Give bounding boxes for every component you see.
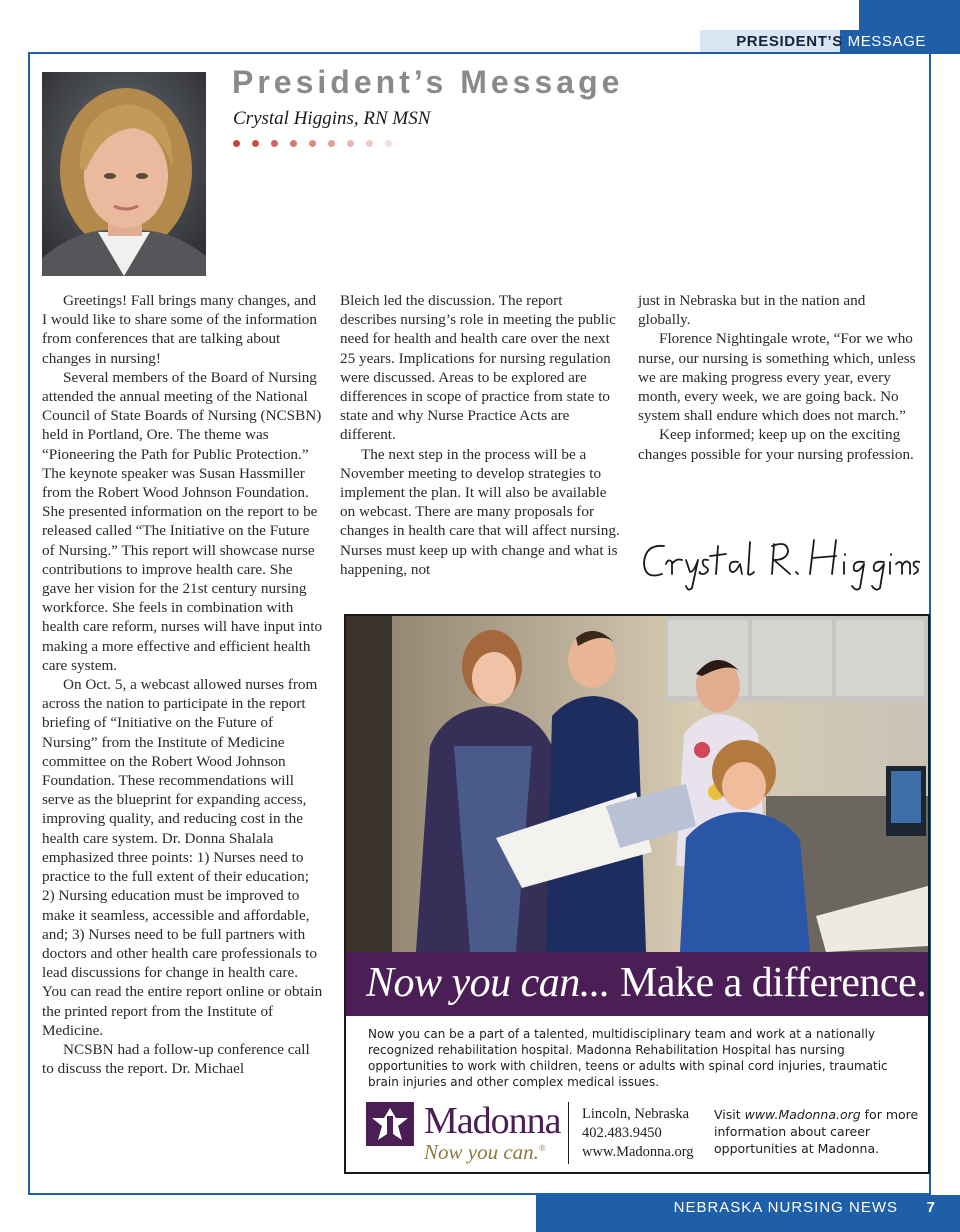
section-label: [736, 33, 926, 50]
section-label-bold: PRESIDENT’S: [736, 33, 843, 50]
ad-contact-block: [582, 1105, 694, 1162]
ad-body-text: Now you can be a part of a talented, multidisciplinary team and work at a nationally recognized rehabilitation hospital. Madonna Rehabilitation Hospital has nursing opportunities to work with children, teens or adults with spinal cord injuries, traumatic brain injuries and other complex medical issues.: [368, 1027, 888, 1089]
decorative-dot: [271, 140, 278, 147]
visit-pre: Visit: [714, 1107, 745, 1122]
decorative-dot: [385, 140, 392, 147]
decorative-dot: [233, 140, 240, 147]
ad-headline-band: [346, 952, 928, 1016]
paragraph: Bleich led the discussion. The report describes nursing’s role in meeting the public need for health and health care over the next 25 years. Implications for nursing regulation were discussed. Areas to be explored are differences in scope of practice from state to state and why Nurse Practice Acts are different.: [340, 292, 616, 444]
article-column-2: [340, 291, 622, 579]
ad-divider: [568, 1102, 569, 1164]
paragraph: NCSBN had a follow-up conference call to discuss the report. Dr. Michael: [42, 1040, 310, 1078]
madonna-logo-tagline: [424, 1140, 546, 1165]
ad-phone: 402.483.9450: [582, 1125, 662, 1141]
paragraph: Keep informed; keep up on the exciting changes possible for your nursing profession.: [638, 426, 914, 463]
madonna-logo-icon: [366, 1102, 414, 1146]
page-title: President’s Message: [232, 64, 624, 100]
paragraph: Greetings! Fall brings many changes, and I would like to share some of the information from conferences that are talking about changes in nursing!: [42, 292, 317, 367]
decorative-dots: [233, 140, 413, 148]
header-corner-block: [859, 0, 960, 30]
paragraph: On Oct. 5, a webcast allowed nurses from across the nation to participate in the report briefing of “Initiative on the Future of Nursing” from the Institute of Medicine committee on the Robert Wood Johnson Foundation. These recommendations will serve as the blueprint for expanding access, improving quality, and reducing cost in the health care system. Dr. Donna Shalala emphasized three points: 1) Nurses need to practice to the full extent of their education; 2) Nursing education must be improved to make it seamless, accessible and affordable, and; 3) Nurses need to be full partners with doctors and other health care professionals to lead discussions for change in health care. You can read the entire report online or obtain the printed report from the Institute of Medicine.: [42, 676, 323, 1039]
ad-photo-nurses: [346, 616, 928, 952]
paragraph: just in Nebraska but in the nation and globally.: [638, 292, 866, 329]
decorative-dot: [309, 140, 316, 147]
ad-headline-script: Now you can...: [366, 960, 610, 1006]
decorative-dot: [366, 140, 373, 147]
madonna-advertisement: [344, 614, 930, 1174]
section-label-rest: MESSAGE: [847, 33, 926, 50]
tagline-text: Now you can.: [424, 1140, 539, 1164]
ad-headline-strong: Make a difference.: [620, 960, 927, 1006]
madonna-logo-name: Madonna: [424, 1100, 561, 1142]
footer-bar: [536, 1195, 960, 1232]
paragraph: The next step in the process will be a November meeting to develop strategies to implement the plan. It will also be available on webcast. There are many proposals for changes in health care that will affect nursing. Nurses must keep up with change and what is happening, not: [340, 445, 620, 578]
ad-city: Lincoln, Nebraska: [582, 1106, 690, 1122]
author-byline: Crystal Higgins, RN MSN: [233, 108, 431, 129]
author-portrait: [42, 72, 206, 276]
ad-website-link[interactable]: www.Madonna.org: [582, 1144, 694, 1160]
ad-visit-text: [714, 1106, 924, 1157]
paragraph: Florence Nightingale wrote, “For we who nurse, our nursing is something which, unless we are making progress every year, every month, every week, we are going back. No system shall endure which does not march.”: [638, 330, 916, 425]
decorative-dot: [347, 140, 354, 147]
decorative-dot: [328, 140, 335, 147]
registered-mark: ®: [538, 1143, 546, 1153]
visit-post: for more information about career opportunities at Madonna.: [714, 1107, 919, 1156]
publication-name: NEBRASKA NURSING NEWS: [673, 1199, 898, 1216]
paragraph: Several members of the Board of Nursing attended the annual meeting of the National Council of State Boards of Nursing (NCSBN) held in Portland, Ore. The theme was “Pioneering the Path for Public Protection.” The keynote speaker was Susan Hassmiller from the Robert Wood Johnson Foundation. She presented information on the report to be released called “The Initiative on the Future of Nursing.” This report will showcase nurse contributions to improve health care. She gave her vision for the 21st century nursing workforce. She feels in combination with health care reform, nurses will have input into making a more effective and efficient health care system.: [42, 368, 323, 674]
handwritten-signature: [638, 528, 920, 592]
page-number: 7: [926, 1199, 936, 1216]
decorative-dot: [252, 140, 259, 147]
decorative-dot: [290, 140, 297, 147]
article-column-1: [42, 291, 324, 1078]
visit-url-link[interactable]: www.Madonna.org: [744, 1107, 861, 1122]
article-column-3: [638, 291, 920, 464]
